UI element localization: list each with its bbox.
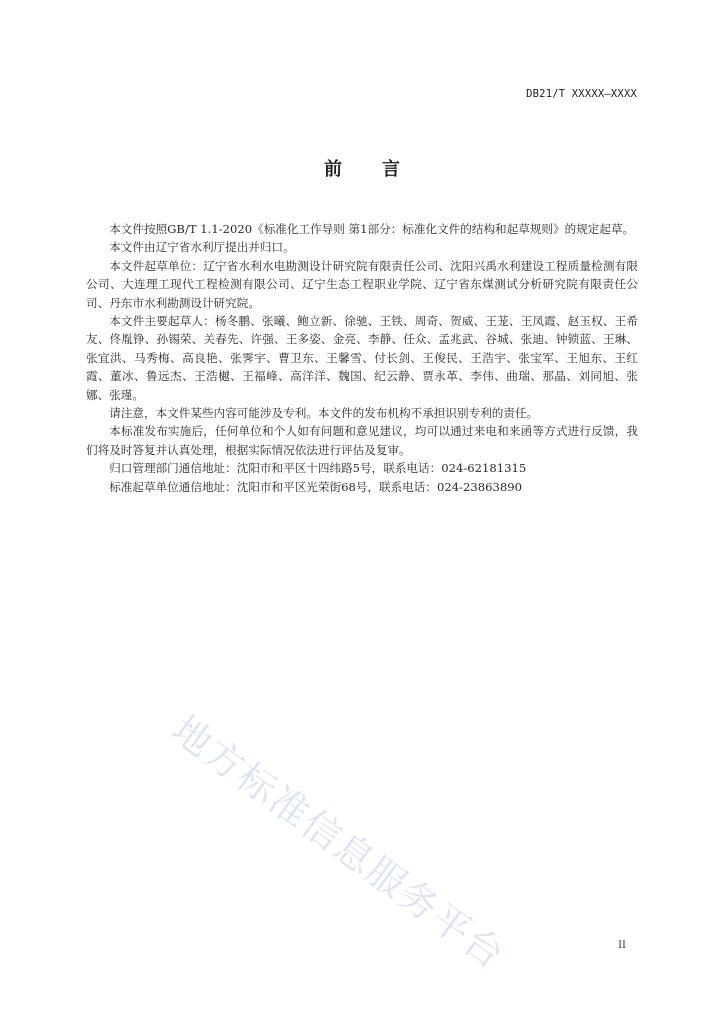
paragraph-authority-address: 归口管理部门通信地址：沈阳市和平区十四纬路5号，联系电话：024-62181315 bbox=[109, 461, 527, 476]
watermark: 地方标准信息服务平台 bbox=[163, 707, 514, 979]
paragraph-drafting-units: 本文件起草单位：辽宁省水利水电勘测设计研究院有限责任公司、沈阳兴禹水利建设工程质量检测有限公司、大连理工现代工程检测有限公司、辽宁生态工程职业学院、辽宁省东煤测试分析研究院有限责任公司、丹东市水利勘测设计研究院。 bbox=[86, 258, 638, 310]
paragraph-proposer: 本文件由辽宁省水利厅提出并归口。 bbox=[109, 240, 295, 255]
paragraph-feedback: 本标准发布实施后，任何单位和个人如有问题和意见建议，均可以通过来电和来函等方式进行反馈，我们将及时答复并认真处理，根据实际情况依法进行评估及复审。 bbox=[86, 424, 638, 457]
page-number: II bbox=[618, 940, 626, 951]
paragraph-patent-notice: 请注意，本文件某些内容可能涉及专利。本文件的发布机构不承担识别专利的责任。 bbox=[109, 406, 539, 421]
paragraph-drafter-address: 标准起草单位通信地址：沈阳市和平区光荣街68号，联系电话：024-23863890 bbox=[109, 479, 523, 494]
foreword-body bbox=[86, 220, 638, 496]
page-title: 前言 bbox=[324, 159, 440, 180]
document-code: DB21/T XXXXX—XXXX bbox=[526, 88, 637, 100]
paragraph-drafters: 本文件主要起草人：杨冬鹏、张曦、鲍立新、徐驰、王铁、周奇、贺威、王茏、王凤霞、赵玉权、王希友、佟胤铮、孙锡荣、关春先、许强、王多姿、金亮、李静、任众、孟兆武、谷城、张迪、钟锁蓝、王琳、张宜洪、马秀梅、高良艳、张霁宇、曹卫东、王馨雪、付长剑、王俊民、王浩宇、张宝军、王旭东、王红霞、董冰、鲁远杰、王浩樾、王福峰、高洋洋、魏国、纪云静、贾永革、李伟、曲瑞、那晶、刘同旭、张娜、张瑾。 bbox=[86, 314, 638, 402]
paragraph-standard-basis: 本文件按照GB/T 1.1-2020《标准化工作导则 第1部分：标准化文件的结构和起草规则》的规定起草。 bbox=[109, 222, 635, 236]
